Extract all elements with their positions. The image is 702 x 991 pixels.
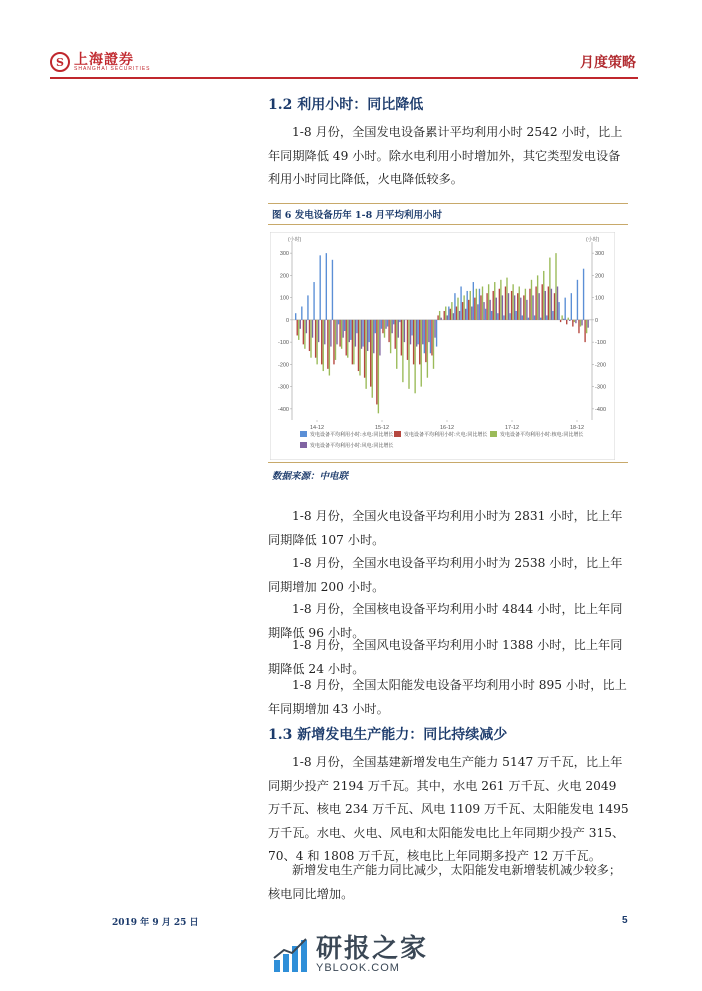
bar-1-2 <box>301 307 302 320</box>
bar-3-8 <box>341 320 342 349</box>
bar-2-34 <box>499 289 500 320</box>
y-tick-label-right: 100 <box>595 295 605 302</box>
bar-2-48 <box>584 320 585 342</box>
bar-1-30 <box>473 282 474 320</box>
section-1-3-paragraph-1: 1-8 月份，全国基建新增发电生产能力 5147 万千瓦，比上年同期少投产 2194 万千瓦。其中，水电 261 万千瓦、火电 2049 万千瓦、核电 234 万千瓦、风电 1109 万千瓦、太阳能发电 1495 万千瓦。水电、火电、风电和太阳能发电比上年同期少投产 315、70、4 和 1808 万千瓦，核电比上年同期多投产 12 万千瓦。 <box>268 755 629 863</box>
bar-1-18 <box>399 320 400 322</box>
bar-2-3 <box>309 320 310 351</box>
bar-1-40 <box>534 315 535 319</box>
y-tick-label-left: -300 <box>277 384 289 391</box>
bar-3-7 <box>335 320 336 360</box>
y-tick-label-right: -100 <box>595 340 607 347</box>
bar-1-44 <box>558 302 559 320</box>
bar-3-25 <box>445 307 446 320</box>
bar-3-11 <box>359 320 360 376</box>
bar-4-8 <box>342 320 343 338</box>
x-tick-label: 15-12 <box>374 425 390 431</box>
bar-3-43 <box>555 253 556 320</box>
bar-1-17 <box>393 320 394 324</box>
bar-2-17 <box>395 320 396 349</box>
x-tick-label: 18-12 <box>569 425 585 431</box>
figure-caption-rule <box>268 224 628 225</box>
brand-name-cn: 上海證券 <box>74 51 134 68</box>
bar-4-11 <box>361 320 362 349</box>
y-tick-label-left: 0 <box>285 317 289 324</box>
bar-3-23 <box>433 320 434 369</box>
header-divider <box>50 77 638 79</box>
bar-1-15 <box>381 320 382 329</box>
bar-2-26 <box>450 309 451 320</box>
bar-3-42 <box>549 258 550 320</box>
bar-3-30 <box>476 289 477 320</box>
bar-4-21 <box>422 320 423 344</box>
bar-4-6 <box>330 320 331 347</box>
paragraph-wind: 1-8 月份，全国风电设备平均利用小时 1388 小时，比上年同期降低 24 小时。 <box>268 638 623 676</box>
bar-1-7 <box>332 260 333 320</box>
legend-swatch <box>300 442 307 448</box>
bar-1-4 <box>313 282 314 320</box>
bar-1-3 <box>307 295 308 319</box>
bar-2-39 <box>529 289 530 320</box>
bar-1-45 <box>565 298 566 320</box>
y-tick-label-right: -200 <box>595 362 607 369</box>
watermark-text-en: YBLOOK.COM <box>316 962 400 974</box>
brand-logo <box>50 52 151 72</box>
bar-2-16 <box>388 320 389 342</box>
bar-4-29 <box>471 307 472 320</box>
bar-2-44 <box>560 320 561 322</box>
bar-2-40 <box>535 287 536 320</box>
y-tick-label-left: 100 <box>279 295 289 302</box>
bar-3-47 <box>580 320 581 327</box>
bar-3-20 <box>414 320 415 393</box>
bar-2-14 <box>376 320 377 405</box>
bar-1-24 <box>436 320 437 347</box>
bar-3-5 <box>323 320 324 371</box>
bar-3-32 <box>488 284 489 320</box>
bar-3-13 <box>372 320 373 398</box>
bar-2-10 <box>352 320 353 365</box>
bar-1-20 <box>411 320 412 336</box>
bar-1-23 <box>430 320 431 353</box>
bar-2-35 <box>505 287 506 320</box>
bar-3-19 <box>408 320 409 389</box>
bar-1-48 <box>583 269 584 320</box>
paragraph-nuclear: 1-8 月份，全国核电设备平均利用小时 4844 小时，比上年同期降低 96 小时。 <box>268 602 623 640</box>
bar-2-6 <box>327 320 328 369</box>
y-tick-label-left: -400 <box>277 406 289 413</box>
y-tick-label-right: 0 <box>595 317 599 324</box>
page-number: 5 <box>622 915 628 926</box>
x-tick-label: 14-12 <box>309 425 325 431</box>
bar-4-7 <box>336 320 337 344</box>
bar-4-27 <box>459 311 460 320</box>
figure-caption: 图 6 发电设备历年 1-8 月平均利用小时 <box>272 210 443 221</box>
bar-3-15 <box>384 320 385 338</box>
bar-4-44 <box>563 319 564 320</box>
bar-4-47 <box>581 320 582 326</box>
bar-4-17 <box>398 320 399 338</box>
bar-1-35 <box>503 315 504 319</box>
chart-canvas <box>270 232 615 460</box>
bar-3-45 <box>568 318 569 320</box>
brand-emblem-icon: S <box>50 52 70 72</box>
bar-4-3 <box>312 320 313 338</box>
bar-4-33 <box>496 298 497 320</box>
bar-3-39 <box>531 280 532 320</box>
bar-4-1 <box>300 320 301 329</box>
watermark-bars-icon <box>272 936 310 974</box>
bar-3-12 <box>365 320 366 389</box>
bar-4-39 <box>532 295 533 319</box>
bar-3-18 <box>402 320 403 382</box>
bar-2-7 <box>333 320 334 365</box>
y-tick-label-right: 200 <box>595 273 605 280</box>
bar-1-36 <box>509 313 510 320</box>
bar-2-37 <box>517 293 518 320</box>
bar-3-10 <box>353 320 354 365</box>
bar-4-37 <box>520 298 521 320</box>
bar-3-38 <box>525 289 526 320</box>
bar-3-3 <box>310 320 311 358</box>
bar-3-44 <box>561 315 562 319</box>
bar-1-39 <box>528 318 529 320</box>
bar-3-27 <box>457 298 458 320</box>
bar-2-11 <box>358 320 359 371</box>
bar-3-31 <box>482 287 483 320</box>
footer-date: 2019 年 9 月 25 日 <box>112 918 199 928</box>
bar-3-36 <box>512 284 513 320</box>
bar-2-29 <box>468 300 469 320</box>
paragraph-thermal: 1-8 月份，全国火电设备平均利用小时为 2831 小时，比上年同期降低 107 小时。 <box>268 509 623 547</box>
bar-3-6 <box>329 320 330 376</box>
bar-1-16 <box>387 320 388 327</box>
bar-3-29 <box>470 291 471 320</box>
bar-1-26 <box>448 307 449 320</box>
bar-1-12 <box>362 320 363 347</box>
bar-2-46 <box>572 320 573 327</box>
bar-2-28 <box>462 302 463 320</box>
bar-2-27 <box>456 307 457 320</box>
bar-2-15 <box>382 320 383 333</box>
figure-top-rule <box>268 203 628 204</box>
bar-4-45 <box>569 320 570 321</box>
legend-label: 发电设备平均利用小时:水电:同比增长 <box>310 432 394 438</box>
y-tick-label-left: -200 <box>277 362 289 369</box>
y-tick-label-right: -400 <box>595 406 607 413</box>
bar-chart <box>270 232 615 460</box>
section-1-3-paragraph-2: 新增发电生产能力同比减少，太阳能发电新增装机减少较多；核电同比增加。 <box>268 863 622 901</box>
bar-3-33 <box>494 282 495 320</box>
bar-3-4 <box>316 320 317 365</box>
bar-1-11 <box>356 320 357 333</box>
bar-2-43 <box>554 293 555 320</box>
bar-4-15 <box>385 320 386 329</box>
bar-1-22 <box>424 320 425 353</box>
bar-4-24 <box>440 318 441 320</box>
bar-2-4 <box>315 320 316 358</box>
bar-2-32 <box>486 293 487 320</box>
bar-4-12 <box>367 320 368 351</box>
bar-2-36 <box>511 291 512 320</box>
bar-3-46 <box>574 320 575 322</box>
watermark-text-cn: 研报之家 <box>316 934 429 964</box>
bar-2-45 <box>566 320 567 324</box>
paragraph-hydro: 1-8 月份，全国水电设备平均利用小时为 2538 小时，比上年同期增加 200 小时。 <box>268 556 623 594</box>
bar-1-28 <box>460 287 461 320</box>
bar-3-2 <box>304 320 305 349</box>
bar-4-46 <box>575 320 576 323</box>
y-unit-left: (小时) <box>288 237 302 243</box>
bar-2-38 <box>523 295 524 319</box>
bar-4-28 <box>465 309 466 320</box>
bar-1-34 <box>497 313 498 320</box>
figure-bottom-rule <box>268 462 628 463</box>
bar-3-21 <box>421 320 422 387</box>
bar-4-18 <box>404 320 405 342</box>
bar-4-42 <box>551 289 552 320</box>
bar-2-9 <box>346 320 347 356</box>
y-tick-label-right: -300 <box>595 384 607 391</box>
bar-2-21 <box>419 320 420 365</box>
bar-4-38 <box>526 300 527 320</box>
bar-2-18 <box>401 320 402 356</box>
bar-1-27 <box>454 293 455 320</box>
legend-swatch <box>300 431 307 437</box>
bar-3-40 <box>537 275 538 320</box>
bar-1-43 <box>552 311 553 320</box>
bar-1-1 <box>295 313 296 320</box>
bar-2-47 <box>578 320 579 333</box>
bar-2-41 <box>542 284 543 320</box>
bar-2-12 <box>364 320 365 378</box>
bar-4-26 <box>453 313 454 320</box>
bar-4-13 <box>373 320 374 353</box>
bar-1-41 <box>540 318 541 320</box>
bar-2-42 <box>548 287 549 320</box>
bar-2-30 <box>474 298 475 320</box>
bar-4-35 <box>508 293 509 320</box>
bar-3-22 <box>427 320 428 378</box>
bar-4-32 <box>489 300 490 320</box>
bar-1-32 <box>485 309 486 320</box>
bar-2-23 <box>431 320 432 356</box>
bar-2-1 <box>297 320 298 336</box>
bar-1-8 <box>338 320 339 324</box>
bar-4-43 <box>557 287 558 320</box>
bar-4-41 <box>545 291 546 320</box>
bar-1-31 <box>479 289 480 320</box>
y-tick-label-left: 200 <box>279 273 289 280</box>
bar-1-9 <box>344 320 345 331</box>
paragraph-solar: 1-8 月份，全国太阳能发电设备平均利用小时 895 小时，比上年同期增加 43 小时。 <box>268 678 627 716</box>
bar-1-47 <box>577 280 578 320</box>
bar-1-5 <box>320 255 321 320</box>
bar-4-34 <box>502 295 503 319</box>
section-label: 月度策略 <box>580 55 636 71</box>
bar-4-30 <box>477 304 478 320</box>
bar-2-13 <box>370 320 371 387</box>
bar-4-40 <box>538 293 539 320</box>
bar-3-34 <box>500 280 501 320</box>
bar-4-14 <box>379 320 380 356</box>
bar-1-38 <box>522 315 523 319</box>
bar-1-21 <box>418 320 419 344</box>
bar-2-19 <box>407 320 408 360</box>
section-title-1-3: 1.3 新增发电生产能力：同比持续减少 <box>268 727 508 743</box>
bar-3-37 <box>519 287 520 320</box>
bar-3-26 <box>451 302 452 320</box>
bar-4-31 <box>483 302 484 320</box>
legend-label: 发电设备平均利用小时:风电:同比增长 <box>310 443 394 449</box>
bar-1-10 <box>350 320 351 340</box>
brand-name-en: SHANGHAI SECURITIES <box>74 65 151 72</box>
legend-swatch <box>394 431 401 437</box>
bar-3-41 <box>543 271 544 320</box>
x-tick-label: 17-12 <box>504 425 520 431</box>
bar-4-48 <box>587 320 588 328</box>
bar-4-22 <box>428 320 429 342</box>
bar-4-19 <box>410 320 411 344</box>
bar-3-9 <box>347 320 348 358</box>
legend-swatch <box>490 431 497 437</box>
bar-2-20 <box>413 320 414 365</box>
bar-1-42 <box>546 315 547 319</box>
bar-4-9 <box>349 320 350 342</box>
bar-4-10 <box>355 320 356 347</box>
bar-1-14 <box>375 320 376 333</box>
bar-3-35 <box>506 278 507 320</box>
bar-3-24 <box>439 311 440 320</box>
y-tick-label-right: 300 <box>595 251 605 258</box>
y-unit-right: (小时) <box>586 237 600 243</box>
y-tick-label-left: -100 <box>277 340 289 347</box>
bar-4-2 <box>306 320 307 333</box>
bar-3-14 <box>378 320 379 413</box>
x-tick-label: 16-12 <box>439 425 455 431</box>
section-1-2-intro: 1-8 月份，全国发电设备累计平均利用小时 2542 小时，比上年同期降低 49 小时。除水电利用小时增加外，其它类型发电设备利用小时同比降低，火电降低较多。 <box>268 125 623 186</box>
y-tick-label-left: 300 <box>279 251 289 258</box>
bar-1-46 <box>571 293 572 320</box>
bar-1-6 <box>326 253 327 320</box>
bar-3-16 <box>390 320 391 353</box>
bar-3-48 <box>586 320 587 333</box>
bar-2-2 <box>303 320 304 344</box>
bar-2-31 <box>480 295 481 319</box>
bar-2-33 <box>493 291 494 320</box>
watermark <box>272 936 428 974</box>
legend-label: 发电设备平均利用小时:核电:同比增长 <box>500 432 584 438</box>
bar-2-24 <box>437 315 438 319</box>
bar-4-25 <box>447 315 448 319</box>
bar-4-16 <box>391 320 392 333</box>
bar-2-5 <box>321 320 322 365</box>
bar-1-33 <box>491 311 492 320</box>
bar-2-25 <box>444 311 445 320</box>
bar-4-36 <box>514 295 515 319</box>
bar-1-29 <box>467 291 468 320</box>
section-title-1-2: 1.2 利用小时：同比降低 <box>268 97 424 113</box>
bar-4-20 <box>416 320 417 347</box>
bar-2-22 <box>425 320 426 362</box>
bar-4-5 <box>324 320 325 344</box>
figure-source: 数据来源：中电联 <box>272 471 349 482</box>
legend-label: 发电设备平均利用小时:火电:同比增长 <box>404 432 488 438</box>
bar-4-23 <box>434 320 435 338</box>
bar-3-17 <box>396 320 397 369</box>
bar-2-8 <box>339 320 340 347</box>
bar-1-13 <box>369 320 370 342</box>
bar-1-37 <box>516 311 517 320</box>
bar-3-28 <box>463 295 464 319</box>
bar-3-1 <box>298 320 299 340</box>
bar-4-4 <box>318 320 319 342</box>
